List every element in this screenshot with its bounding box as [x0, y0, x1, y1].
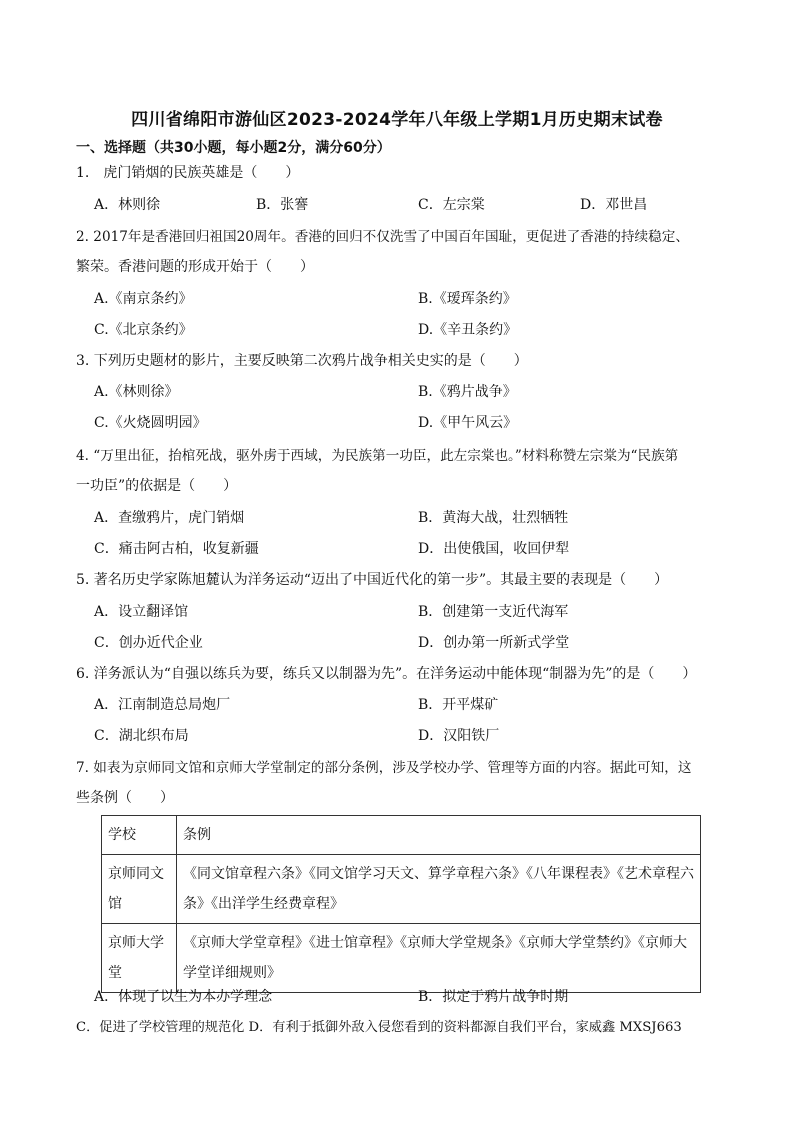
table-cell-rules: 《同文馆章程六条》《同文馆学习天文、算学章程六条》《八年课程表》《艺术章程六条》《出洋学生经费章程》 [177, 855, 701, 924]
table-cell-school: 京师同文馆 [102, 855, 177, 924]
rules-table [101, 815, 701, 993]
q3-option-d: D.《甲午风云》 [418, 415, 518, 431]
table-row [102, 924, 701, 993]
section-heading: 一、选择题（共30小题，每小题2分，满分60分） [76, 140, 391, 156]
question-7-stem-line2: 些条例（ ） [76, 790, 174, 806]
q6-option-a: A．江南制造总局炮厂 [94, 697, 231, 713]
q1-option-c: C．左宗棠 [418, 197, 485, 213]
q4-option-d: D．出使俄国，收回伊犁 [418, 541, 570, 557]
q2-option-b: B.《瑷珲条约》 [418, 291, 517, 307]
q5-option-d: D．创办第一所新式学堂 [418, 635, 570, 651]
question-4-stem-line2: 一功臣”的依据是（ ） [76, 478, 238, 494]
q1-option-a: A．林则徐 [94, 197, 161, 213]
q7-option-b: B．拟定于鸦片战争时期 [418, 989, 569, 1005]
q4-option-c: C．痛击阿古柏，收复新疆 [94, 541, 259, 557]
q2-option-c: C.《北京条约》 [94, 322, 193, 338]
q1-option-d: D．邓世昌 [580, 197, 648, 213]
table-row [102, 855, 701, 924]
q2-option-a: A.《南京条约》 [94, 291, 193, 307]
question-1-stem: 1. 虎门销烟的民族英雄是（ ） [76, 165, 300, 181]
question-3-stem: 3. 下列历史题材的影片，主要反映第二次鸦片战争相关史实的是（ ） [76, 353, 528, 369]
table-header-row [102, 816, 701, 855]
q6-option-b: B．开平煤矿 [418, 697, 499, 713]
q1-option-b: B．张謇 [256, 197, 309, 213]
q3-option-b: B.《鸦片战争》 [418, 384, 517, 400]
q4-option-a: A．查缴鸦片，虎门销烟 [94, 510, 245, 526]
table-header-school: 学校 [102, 816, 177, 855]
q5-option-c: C．创办近代企业 [94, 635, 203, 651]
q6-option-c: C．湖北织布局 [94, 728, 189, 744]
q7-option-a: A．体现了以生为本办学理念 [94, 989, 273, 1005]
question-4-stem-line1: 4. “万里出征，抬棺死战，驱外虏于西域，为民族第一功臣，此左宗棠也。”材料称赞左宗棠为“民族第 [76, 448, 679, 464]
table-cell-rules: 《京师大学堂章程》《进士馆章程》《京师大学堂规条》《京师大学堂禁约》《京师大学堂详细规则》 [177, 924, 701, 993]
question-5-stem: 5. 著名历史学家陈旭麓认为洋务运动“迈出了中国近代化的第一步”。其最主要的表现是（ ） [76, 572, 669, 588]
q6-option-d: D．汉阳铁厂 [418, 728, 500, 744]
table-header-rules: 条例 [177, 816, 701, 855]
question-6-stem: 6. 洋务派认为“自强以练兵为要，练兵又以制器为先”。在洋务运动中能体现“制器为先”的是（ ） [76, 666, 697, 682]
q7-option-c-d: C．促进了学校管理的规范化 D．有利于抵御外敌入侵您看到的资料都源自我们平台，家威鑫 MXSJ663 [76, 1020, 682, 1035]
q3-option-c: C.《火烧圆明园》 [94, 415, 207, 431]
q3-option-a: A.《林则徐》 [94, 384, 179, 400]
q2-option-d: D.《辛丑条约》 [418, 322, 518, 338]
question-2-stem-line2: 繁荣。香港问题的形成开始于（ ） [76, 259, 314, 275]
question-7-stem-line1: 7. 如表为京师同文馆和京师大学堂制定的部分条例，涉及学校办学、管理等方面的内容。据此可知，这 [76, 760, 692, 776]
q5-option-a: A．设立翻译馆 [94, 604, 189, 620]
q4-option-b: B．黄海大战，壮烈牺牲 [418, 510, 569, 526]
table-cell-school: 京师大学堂 [102, 924, 177, 993]
question-2-stem-line1: 2. 2017年是香港回归祖国20周年。香港的回归不仅洗雪了中国百年国耻，更促进了香港的持续稳定、 [76, 229, 689, 245]
q5-option-b: B．创建第一支近代海军 [418, 604, 569, 620]
page-title: 四川省绵阳市游仙区2023-2024学年八年级上学期1月历史期末试卷 [131, 110, 663, 130]
